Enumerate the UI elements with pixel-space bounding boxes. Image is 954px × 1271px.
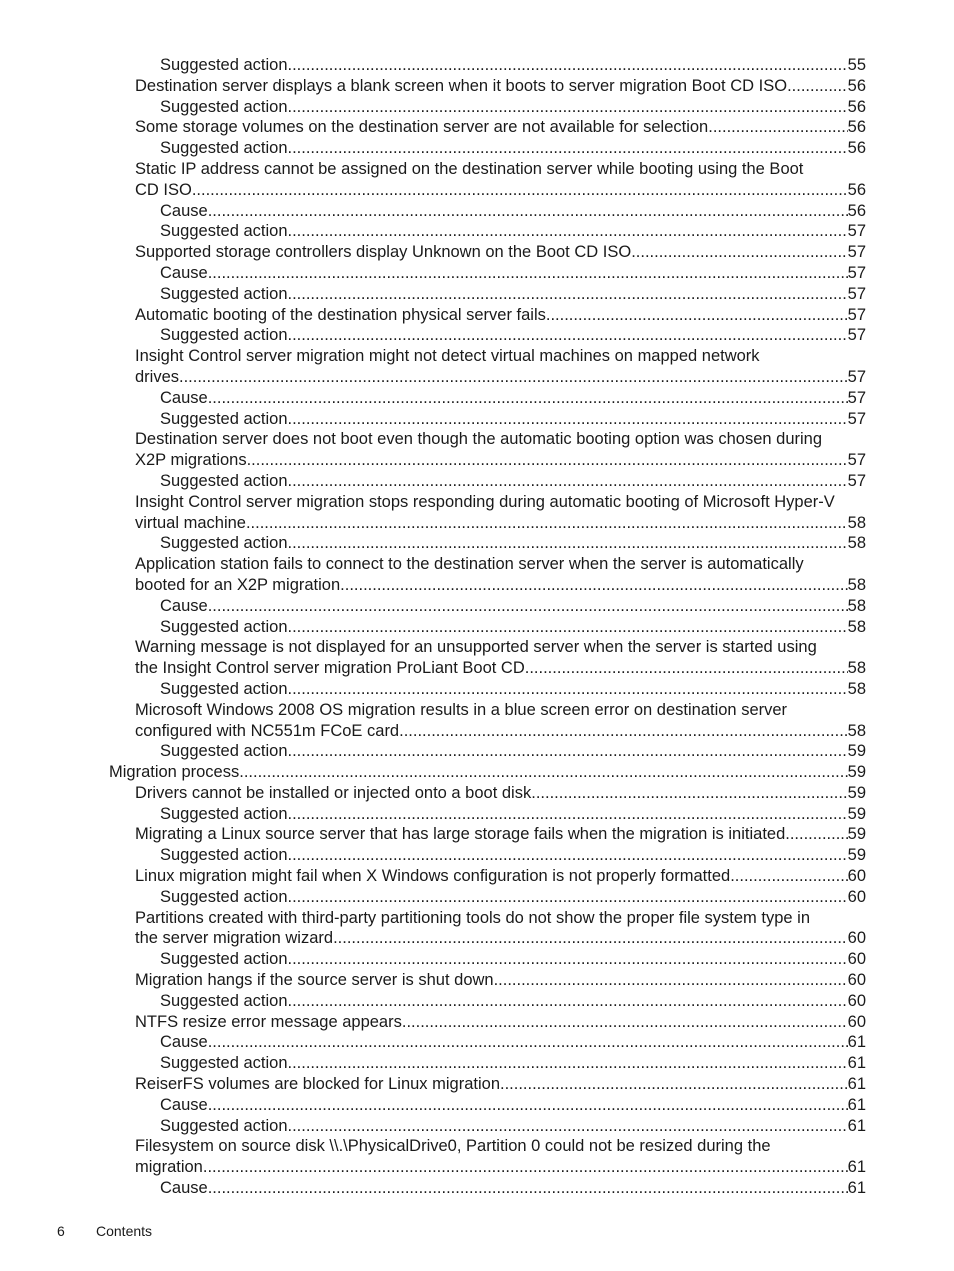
toc-entry-page-number: 56 [847, 139, 866, 158]
toc-entry[interactable] [160, 617, 866, 638]
toc-entry-page-number: 58 [847, 575, 866, 594]
toc-entry-title: Suggested action [160, 804, 288, 823]
toc-entry-line [160, 284, 866, 305]
toc-entry[interactable] [135, 908, 866, 950]
dot-leader [288, 533, 848, 554]
dot-leader [288, 409, 848, 430]
dot-leader [531, 783, 847, 804]
toc-entry-title-line: Destination server does not boot even though the automatic booting option was chosen during [135, 430, 823, 449]
toc-entry-title: Suggested action [160, 284, 288, 303]
dot-leader [494, 970, 848, 991]
dot-leader [208, 388, 848, 409]
toc-entry-line [135, 513, 866, 534]
dot-leader [288, 221, 848, 242]
toc-entry-title-line: Insight Control server migration might not detect virtual machines on mapped network [135, 347, 760, 366]
toc-entry-line [135, 783, 866, 804]
toc-entry-page-number: 56 [847, 97, 866, 116]
dot-leader [288, 284, 848, 305]
toc-entry-page-number: 58 [847, 659, 866, 678]
toc-entry-title: Suggested action [160, 846, 288, 865]
toc-entry-title: Suggested action [160, 887, 288, 906]
dot-leader [288, 679, 848, 700]
toc-entry-page-number: 59 [847, 783, 866, 802]
toc-entry[interactable] [160, 221, 866, 242]
toc-entry-line [160, 991, 866, 1012]
toc-entry-page-number: 56 [847, 118, 866, 137]
toc-entry[interactable] [135, 866, 866, 887]
dot-leader [288, 471, 848, 492]
toc-entry-title: Cause [160, 388, 208, 407]
dot-leader [208, 596, 848, 617]
toc-entry-page-number: 58 [847, 596, 866, 615]
toc-entry[interactable] [160, 201, 866, 222]
toc-entry[interactable] [135, 1136, 866, 1178]
toc-entry-page-number: 56 [847, 180, 866, 199]
toc-entry-line [160, 845, 866, 866]
dot-leader [288, 325, 848, 346]
toc-entry-title-line: Insight Control server migration stops responding during automatic booting of Microsoft Hyper-V [135, 492, 835, 511]
toc-entry-title: booted for an X2P migration [135, 575, 341, 594]
toc-entry-line [135, 1157, 866, 1178]
toc-entry-title: Migration process [109, 763, 240, 782]
dot-leader [239, 762, 847, 783]
toc-entry-page-number: 57 [847, 367, 866, 386]
dot-leader [730, 866, 847, 887]
toc-entry-title: Suggested action [160, 534, 288, 553]
dot-leader [208, 1032, 848, 1053]
toc-entry-line [135, 721, 866, 742]
toc-entry-page-number: 61 [847, 1158, 866, 1177]
toc-entry-page-number: 61 [847, 1054, 866, 1073]
toc-entry-line [160, 221, 866, 242]
toc-entry-page-number: 61 [847, 1179, 866, 1198]
toc-entry-title: Cause [160, 263, 208, 282]
toc-entry-page-number: 59 [847, 825, 866, 844]
toc-entry-page-number: 58 [847, 617, 866, 636]
toc-entry-title: Destination server displays a blank screen when it boots to server migration Boot CD ISO [135, 76, 788, 95]
toc-entry-page-number: 58 [847, 534, 866, 553]
toc-entry-title-line: Static IP address cannot be assigned on the destination server while booting using the Boot [135, 159, 804, 178]
toc-entry[interactable] [160, 1095, 866, 1116]
toc-entry-line [135, 575, 866, 596]
toc-entry[interactable] [135, 554, 866, 596]
toc-entry[interactable] [135, 1074, 866, 1095]
toc-entry-page-number: 60 [847, 1012, 866, 1031]
toc-entry-page-number: 60 [847, 867, 866, 886]
dot-leader [288, 617, 848, 638]
footer-section-title: Contents [96, 1223, 153, 1239]
toc-entry-title: Cause [160, 201, 208, 220]
toc-entry-page-number: 57 [847, 284, 866, 303]
toc-entry-page-number: 61 [847, 1116, 866, 1135]
dot-leader [203, 1157, 848, 1178]
toc-entry[interactable] [135, 305, 866, 326]
toc-entry-title: Linux migration might fail when X Windows configuration is not properly formatted [135, 867, 731, 886]
toc-entry-title: migration [135, 1158, 203, 1177]
toc-entry-title: Cause [160, 596, 208, 615]
toc-entry-page-number: 56 [847, 201, 866, 220]
toc-entry-line [160, 1178, 866, 1199]
toc-entry-line [109, 762, 866, 783]
toc-entry[interactable] [160, 991, 866, 1012]
dot-leader [208, 263, 848, 284]
toc-entry-line [135, 180, 866, 201]
toc-entry[interactable] [160, 284, 866, 305]
toc-entry-line [160, 679, 866, 700]
toc-entry-title: CD ISO [135, 180, 192, 199]
toc-entry[interactable] [160, 409, 866, 430]
toc-entry-page-number: 57 [847, 326, 866, 345]
dot-leader [546, 305, 848, 326]
toc-entry-title: Suggested action [160, 56, 288, 74]
toc-entry-page-number: 57 [847, 243, 866, 262]
dot-leader [288, 1053, 848, 1074]
toc-entry-title: Suggested action [160, 97, 288, 116]
toc-entry-line [135, 1012, 866, 1033]
toc-entry-page-number: 61 [847, 1095, 866, 1114]
toc-entry-line [135, 970, 866, 991]
toc-entry[interactable] [160, 887, 866, 908]
toc-entry[interactable] [135, 159, 866, 201]
toc-entry-line [160, 804, 866, 825]
toc-entry-line [160, 533, 866, 554]
toc-entry-line [160, 1032, 866, 1053]
dot-leader [785, 824, 847, 845]
toc-entry-page-number: 57 [847, 409, 866, 428]
toc-entry-line [135, 450, 866, 471]
dot-leader [525, 658, 848, 679]
dot-leader [399, 721, 848, 742]
toc-entry-page-number: 60 [847, 971, 866, 990]
toc-entry[interactable] [160, 325, 866, 346]
toc-entry-title: Suggested action [160, 1116, 288, 1135]
toc-entry[interactable] [109, 762, 866, 783]
toc-entry-title: configured with NC551m FCoE card [135, 721, 400, 740]
toc-entry-title-line: Partitions created with third-party partitioning tools do not show the proper file system type in [135, 908, 811, 927]
toc-entry[interactable] [135, 970, 866, 991]
table-of-contents [0, 55, 954, 1199]
toc-entry-line [160, 55, 866, 76]
toc-entry-line [160, 741, 866, 762]
dot-leader [208, 1095, 848, 1116]
toc-entry-line [160, 325, 866, 346]
toc-entry-title: Suggested action [160, 409, 288, 428]
toc-entry-title: Some storage volumes on the destination server are not available for selection [135, 118, 709, 137]
toc-entry[interactable] [160, 55, 866, 76]
toc-entry[interactable] [160, 741, 866, 762]
toc-entry-title: Suggested action [160, 950, 288, 969]
dot-leader [288, 741, 848, 762]
dot-leader [288, 97, 848, 118]
toc-entry-line [135, 305, 866, 326]
toc-entry[interactable] [135, 637, 866, 679]
toc-entry-title: the server migration wizard [135, 929, 334, 948]
toc-entry-line [160, 949, 866, 970]
toc-entry-line [160, 471, 866, 492]
toc-entry[interactable] [160, 596, 866, 617]
toc-entry-page-number: 59 [847, 763, 866, 782]
dot-leader [500, 1074, 848, 1095]
toc-entry-title-line: Warning message is not displayed for an unsupported server when the server is started using [135, 638, 817, 657]
dot-leader [288, 138, 848, 159]
toc-entry[interactable] [135, 492, 866, 534]
toc-entry-title: drives [135, 367, 180, 386]
toc-entry-page-number: 57 [847, 388, 866, 407]
toc-entry-title: Suggested action [160, 326, 288, 345]
toc-entry[interactable] [160, 845, 866, 866]
toc-entry-line [135, 242, 866, 263]
dot-leader [179, 367, 848, 388]
dot-leader [208, 201, 848, 222]
toc-entry[interactable] [160, 97, 866, 118]
toc-entry[interactable] [160, 388, 866, 409]
toc-entry[interactable] [160, 533, 866, 554]
toc-entry-line [135, 117, 866, 138]
dot-leader [192, 180, 848, 201]
dot-leader [402, 1012, 848, 1033]
toc-entry-title: Suggested action [160, 1054, 288, 1073]
toc-entry-line [135, 658, 866, 679]
toc-entry-title: virtual machine [135, 513, 246, 532]
dot-leader [288, 55, 848, 76]
toc-entry-page-number: 56 [847, 76, 866, 95]
toc-entry[interactable] [135, 76, 866, 97]
toc-entry-page-number: 60 [847, 950, 866, 969]
toc-entry-title: Suggested action [160, 471, 288, 490]
dot-leader [246, 513, 848, 534]
page-footer [57, 1223, 152, 1239]
toc-entry[interactable] [160, 1032, 866, 1053]
toc-entry-line [160, 409, 866, 430]
toc-entry-line [160, 1116, 866, 1137]
toc-entry-page-number: 57 [847, 305, 866, 324]
dot-leader [631, 242, 847, 263]
toc-entry-title: Suggested action [160, 139, 288, 158]
toc-entry[interactable] [160, 679, 866, 700]
toc-entry-title: Cause [160, 1179, 208, 1198]
dot-leader [288, 887, 848, 908]
toc-entry-title-line: Filesystem on source disk \\.\PhysicalDrive0, Partition 0 could not be resized during the [135, 1137, 771, 1156]
toc-entry-page-number: 60 [847, 991, 866, 1010]
toc-entry-line [160, 617, 866, 638]
toc-entry-title: Suggested action [160, 742, 288, 761]
toc-entry-page-number: 61 [847, 1075, 866, 1094]
toc-entry[interactable] [135, 346, 866, 388]
toc-entry-title: Suggested action [160, 679, 288, 698]
toc-entry-page-number: 58 [847, 721, 866, 740]
toc-entry-page-number: 57 [847, 471, 866, 490]
dot-leader [288, 845, 848, 866]
toc-entry-title: NTFS resize error message appears [135, 1012, 402, 1031]
toc-entry[interactable] [160, 138, 866, 159]
toc-entry-line [160, 263, 866, 284]
toc-entry-line [135, 76, 866, 97]
toc-entry-line [160, 138, 866, 159]
toc-entry-page-number: 60 [847, 887, 866, 906]
toc-entry-title: Cause [160, 1095, 208, 1114]
toc-entry-page-number: 57 [847, 451, 866, 470]
toc-entry-title: ReiserFS volumes are blocked for Linux migration [135, 1075, 500, 1094]
dot-leader [787, 76, 848, 97]
toc-entry[interactable] [135, 783, 866, 804]
toc-entry-page-number: 61 [847, 1033, 866, 1052]
dot-leader [208, 1178, 848, 1199]
toc-entry-page-number: 59 [847, 846, 866, 865]
toc-entry-page-number: 59 [847, 804, 866, 823]
toc-entry-title-line: Microsoft Windows 2008 OS migration results in a blue screen error on destination server [135, 700, 788, 719]
toc-entry[interactable] [160, 949, 866, 970]
toc-entry-page-number: 57 [847, 222, 866, 241]
toc-entry-title-line: Application station fails to connect to the destination server when the server is automatically [135, 555, 804, 574]
dot-leader [333, 928, 848, 949]
toc-entry-title: the Insight Control server migration ProLiant Boot CD [135, 659, 525, 678]
dot-leader [340, 575, 847, 596]
dot-leader [708, 117, 847, 138]
toc-entry[interactable] [160, 804, 866, 825]
toc-entry-line [135, 367, 866, 388]
toc-entry[interactable] [160, 263, 866, 284]
toc-entry[interactable] [135, 117, 866, 138]
dot-leader [288, 991, 848, 1012]
toc-entry-line [160, 201, 866, 222]
toc-entry-line [135, 824, 866, 845]
toc-entry[interactable] [135, 824, 866, 845]
dot-leader [288, 804, 848, 825]
toc-entry-line [135, 928, 866, 949]
toc-entry-line [160, 1053, 866, 1074]
toc-entry-title: Suggested action [160, 991, 288, 1010]
toc-entry-line [135, 1074, 866, 1095]
toc-entry-title: Migrating a Linux source server that has large storage fails when the migration is initiated [135, 825, 786, 844]
toc-entry-line [160, 596, 866, 617]
toc-entry-line [160, 97, 866, 118]
toc-entry-title: X2P migrations [135, 451, 247, 470]
toc-entry-line [160, 1095, 866, 1116]
toc-entry-title: Migration hangs if the source server is shut down [135, 971, 494, 990]
toc-entry-title: Supported storage controllers display Unknown on the Boot CD ISO [135, 243, 632, 262]
toc-entry-title: Suggested action [160, 222, 288, 241]
toc-entry-page-number: 58 [847, 679, 866, 698]
dot-leader [288, 1116, 848, 1137]
toc-entry-line [135, 866, 866, 887]
toc-entry[interactable] [135, 700, 866, 742]
dot-leader [247, 450, 848, 471]
toc-entry-page-number: 60 [847, 929, 866, 948]
toc-entry-title: Cause [160, 1033, 208, 1052]
toc-entry-title: Automatic booting of the destination physical server fails [135, 305, 546, 324]
toc-entry-line [160, 388, 866, 409]
toc-entry[interactable] [135, 429, 866, 471]
toc-entry-page-number: 58 [847, 513, 866, 532]
dot-leader [288, 949, 848, 970]
toc-entry-line [160, 887, 866, 908]
toc-entry-page-number: 55 [847, 56, 866, 74]
toc-entry[interactable] [160, 471, 866, 492]
toc-entry-page-number: 59 [847, 742, 866, 761]
toc-entry-page-number: 57 [847, 263, 866, 282]
toc-entry[interactable] [135, 242, 866, 263]
toc-entry[interactable] [160, 1053, 866, 1074]
footer-page-number: 6 [57, 1223, 65, 1239]
toc-entry-title: Suggested action [160, 617, 288, 636]
toc-entry[interactable] [160, 1116, 866, 1137]
toc-entry[interactable] [160, 1178, 866, 1199]
toc-entry[interactable] [135, 1012, 866, 1033]
toc-entry-title: Drivers cannot be installed or injected onto a boot disk [135, 783, 532, 802]
